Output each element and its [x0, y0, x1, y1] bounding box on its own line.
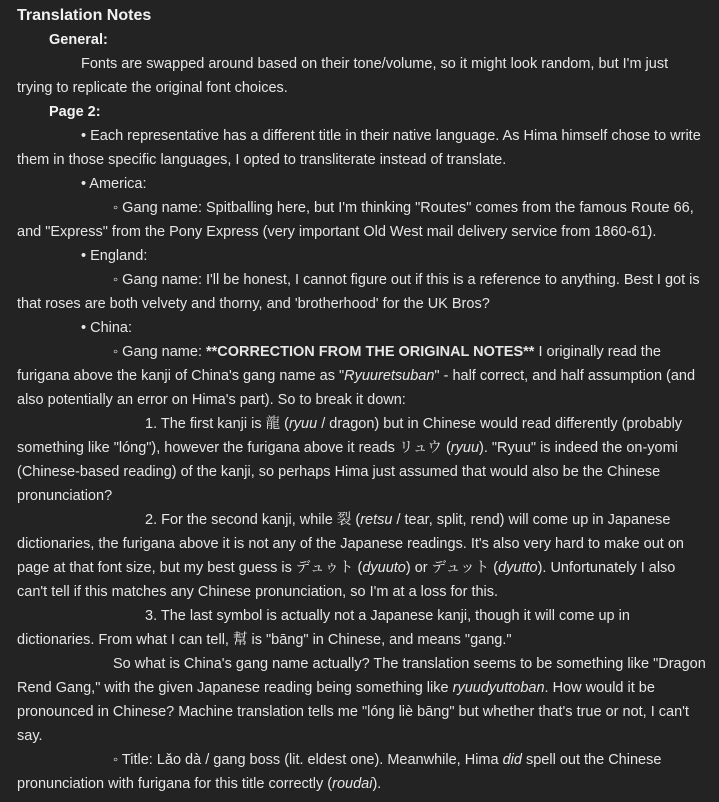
page2-intro: • Each representative has a different title in their native language. As Hima himself chose to write them in those specific languages, I opted to transliterate instead of translate.	[17, 128, 701, 168]
summary-text-b: . How would it be pronounced in Chinese? Machine translation tells me "lóng liè bāng" but whether that's true or not, I can't say.	[17, 680, 689, 744]
china-gang-name	[17, 340, 707, 412]
general-paragraph: Fonts are swapped around based on their tone/volume, so it might look random, but I'm just trying to replicate the original font choices.	[17, 56, 669, 96]
america-gang-name: ◦ Gang name: Spitballing here, but I'm thinking "Routes" comes from the famous Route 66, and "Express" from the Pony Express (very important Old West mail delivery service from 1860-61).	[17, 200, 694, 240]
item2-text-b: / tear, split, rend) will come up in Japanese dictionaries, the furigana above it is not any of the Japanese readings. It's also very hard to make out on page at that font size, but my best guess is デュゥト (	[17, 512, 684, 576]
china-item-1	[17, 412, 707, 508]
china-gang-text-a: I originally read the furigana above the kanji of China's gang name as "	[17, 344, 661, 384]
general-heading: General:	[49, 32, 108, 48]
item2-italic-2: dyuuto	[362, 560, 406, 576]
china-item-2	[17, 508, 707, 604]
summary-text-a: So what is China's gang name actually? The translation seems to be something like "Dragon Rend Gang," with the given Japanese reading being something like	[17, 656, 706, 696]
item1-text-c: ). "Ryuu" is indeed the on-yomi (Chinese-based reading) of the kanji, so perhaps Hima just assumed that would also be the Chinese pronunciation?	[17, 440, 678, 504]
page2-heading: Page 2:	[49, 104, 101, 120]
china-gang-text-b: " - half correct, and half assumption (and also potentially an error on Hima's part). So to break it down:	[17, 368, 696, 408]
china-gang-prefix: ◦ Gang name:	[113, 344, 206, 360]
england-gang-name: ◦ Gang name: I'll be honest, I cannot figure out if this is a reference to anything. Best I got is that roses are both velvety and thorny, and 'brotherhood' for the UK Bros?	[17, 272, 700, 312]
item1-italic-1: ryuu	[288, 416, 318, 432]
summary-italic: ryuudyuttoban	[452, 680, 545, 696]
china-title	[17, 748, 707, 796]
china-item-3: 3. The last symbol is actually not a Japanese kanji, though it will come up in dictionaries. From what I can tell, 幫 is "bāng" in Chinese, and means "gang."	[17, 608, 630, 648]
title-italic-1: did	[502, 752, 522, 768]
item2-italic-1: retsu	[360, 512, 393, 528]
america-label: • America:	[81, 176, 147, 192]
china-summary	[17, 652, 707, 748]
england-label: • England:	[81, 248, 148, 264]
item2-text-d: ). Unfortunately I also can't tell if this matches any Chinese pronunciation, so I'm at a loss for this.	[17, 560, 676, 600]
china-label: • China:	[81, 320, 133, 336]
title-text-c: ).	[372, 776, 382, 792]
title-italic-2: roudai	[332, 776, 373, 792]
title-text-a: ◦ Title: Lǎo dà / gang boss (lit. eldest one). Meanwhile, Hima	[113, 752, 503, 768]
item1-text-a: 1. The first kanji is 龍 (	[145, 416, 289, 432]
item2-text-c: ) or デュット (	[405, 560, 499, 576]
item2-text-a: 2. For the second kanji, while 裂 (	[145, 512, 361, 528]
item1-text-b: / dragon) but in Chinese would read differently (probably something like "lóng"), however the furigana above it reads リュウ (	[17, 416, 683, 456]
correction-notice: **CORRECTION FROM THE ORIGINAL NOTES**	[206, 344, 535, 360]
page-title: Translation Notes	[17, 7, 152, 24]
title-text-b: spell out the Chinese pronunciation with furigana for this title correctly (	[17, 752, 662, 792]
china-gang-reading: Ryuuretsuban	[344, 368, 435, 384]
item1-italic-2: ryuu	[450, 440, 480, 456]
item2-italic-3: dyutto	[498, 560, 538, 576]
